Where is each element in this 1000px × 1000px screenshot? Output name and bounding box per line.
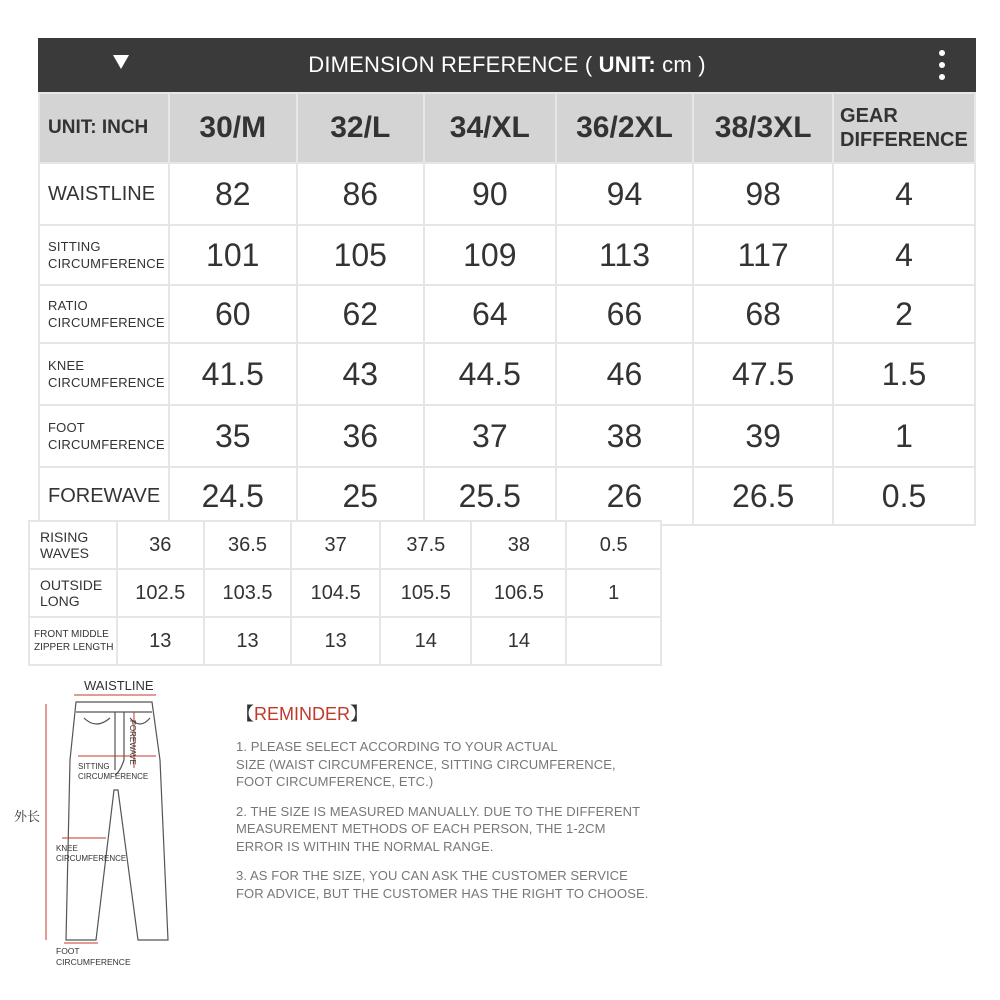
reminder-item bbox=[236, 803, 676, 856]
reminder-line: 1. PLEASE SELECT ACCORDING TO YOUR ACTUAL bbox=[236, 739, 558, 754]
triangle-down-icon[interactable] bbox=[112, 54, 130, 75]
gear-cell bbox=[567, 618, 660, 664]
gear-cell: 4 bbox=[834, 226, 974, 284]
table-cell: 37 bbox=[292, 522, 379, 568]
reminder-line: 3. AS FOR THE SIZE, YOU CAN ASK THE CUSTOMER SERVICE bbox=[236, 868, 628, 883]
table-row bbox=[30, 522, 660, 568]
knee-line1: KNEE bbox=[56, 844, 78, 853]
table-cell: 103.5 bbox=[205, 570, 290, 616]
table-cell: 68 bbox=[694, 286, 832, 342]
table-cell: 13 bbox=[205, 618, 290, 664]
table-row bbox=[40, 164, 974, 224]
reminder-line: FOOT CIRCUMFERENCE, ETC.) bbox=[236, 774, 434, 789]
row-label-line2: WAVES bbox=[40, 545, 90, 561]
table-cell: 106.5 bbox=[472, 570, 565, 616]
row-label: FOREWAVE bbox=[40, 468, 168, 524]
diagram-foot-label bbox=[56, 946, 131, 968]
gear-header-line1: GEAR bbox=[840, 105, 898, 127]
table-cell: 113 bbox=[557, 226, 693, 284]
table-cell: 102.5 bbox=[118, 570, 203, 616]
vertical-dots-icon[interactable] bbox=[938, 50, 946, 80]
row-label bbox=[40, 344, 168, 404]
table-cell: 101 bbox=[170, 226, 296, 284]
table-cell: 36 bbox=[298, 406, 424, 466]
table-cell: 105 bbox=[298, 226, 424, 284]
foot-line1: FOOT bbox=[56, 946, 80, 956]
header-bar bbox=[38, 38, 976, 92]
table-row bbox=[30, 618, 660, 664]
reminder-title bbox=[236, 700, 676, 726]
row-label-line1: OUTSIDE bbox=[40, 577, 103, 593]
table-cell: 35 bbox=[170, 406, 296, 466]
row-label: WAISTLINE bbox=[40, 164, 168, 224]
row-label-line2: CIRCUMFERENCE bbox=[48, 256, 165, 271]
reminder-section bbox=[236, 700, 676, 914]
table-row bbox=[40, 286, 974, 342]
table-cell: 38 bbox=[472, 522, 565, 568]
table-cell: 44.5 bbox=[425, 344, 555, 404]
secondary-size-table bbox=[28, 520, 662, 666]
reminder-line: 2. THE SIZE IS MEASURED MANUALLY. DUE TO THE DIFFERENT bbox=[236, 803, 641, 819]
table-cell: 24.5 bbox=[170, 468, 296, 524]
table-cell: 86 bbox=[298, 164, 424, 224]
row-label-line2: CIRCUMFERENCE bbox=[48, 315, 165, 330]
table-header-row bbox=[40, 94, 974, 162]
table-cell: 90 bbox=[425, 164, 555, 224]
table-cell: 39 bbox=[694, 406, 832, 466]
size-table bbox=[38, 92, 976, 526]
size-header: 34/XL bbox=[425, 94, 555, 162]
unit-label: UNIT: INCH bbox=[40, 94, 168, 162]
row-label-line1: RATIO bbox=[48, 298, 88, 313]
knee-line2: CIRCUMFERENCE bbox=[56, 854, 127, 863]
measurement-arrows bbox=[46, 695, 156, 943]
table-cell: 43 bbox=[298, 344, 424, 404]
table-cell: 37.5 bbox=[381, 522, 470, 568]
trousers-diagram bbox=[10, 672, 210, 982]
table-cell: 109 bbox=[425, 226, 555, 284]
gear-cell: 1.5 bbox=[834, 344, 974, 404]
table-cell: 36 bbox=[118, 522, 203, 568]
row-label bbox=[30, 618, 116, 664]
row-label-line2: ZIPPER LENGTH bbox=[34, 642, 114, 653]
diagram-knee-label bbox=[56, 844, 126, 864]
row-label bbox=[40, 226, 168, 284]
table-cell: 60 bbox=[170, 286, 296, 342]
reminder-item bbox=[236, 738, 676, 791]
reminder-line: FOR ADVICE, BUT THE CUSTOMER HAS THE RIGHT TO CHOOSE. bbox=[236, 885, 649, 901]
table-cell: 82 bbox=[170, 164, 296, 224]
reminder-line: MEASUREMENT METHODS OF EACH PERSON, THE 1-2CM bbox=[236, 821, 606, 836]
table-cell: 94 bbox=[557, 164, 693, 224]
bracket-open: 【 bbox=[236, 704, 254, 724]
bracket-close: 】 bbox=[350, 704, 369, 724]
gear-cell: 0.5 bbox=[567, 522, 660, 568]
sitting-line2: CIRCUMFERENCE bbox=[78, 772, 149, 781]
table-row bbox=[40, 344, 974, 404]
table-cell: 14 bbox=[381, 618, 470, 664]
row-label bbox=[40, 406, 168, 466]
table-cell: 14 bbox=[472, 618, 565, 664]
gear-cell: 2 bbox=[834, 286, 974, 342]
reminder-line: ERROR IS WITHIN THE NORMAL RANGE. bbox=[236, 838, 494, 854]
table-cell: 64 bbox=[425, 286, 555, 342]
table-row bbox=[40, 468, 974, 524]
table-cell: 26.5 bbox=[694, 468, 832, 524]
diagram-forewave-label: FOREWAVE bbox=[128, 720, 137, 765]
table-cell: 13 bbox=[292, 618, 379, 664]
diagram-outside-length-label: 外长 bbox=[14, 809, 41, 824]
table-cell: 38 bbox=[557, 406, 693, 466]
size-header: 36/2XL bbox=[557, 94, 693, 162]
gear-cell: 1 bbox=[834, 406, 974, 466]
row-label bbox=[30, 570, 116, 616]
table-cell: 41.5 bbox=[170, 344, 296, 404]
table-cell: 105.5 bbox=[381, 570, 470, 616]
table-row bbox=[40, 226, 974, 284]
size-header: 30/M bbox=[170, 94, 296, 162]
row-label-line1: FOOT bbox=[48, 420, 85, 435]
gear-header-line2: DIFFERENCE bbox=[840, 129, 968, 151]
reminder-line: SIZE (WAIST CIRCUMFERENCE, SITTING CIRCUMFERENCE, bbox=[236, 756, 616, 772]
table-cell: 13 bbox=[118, 618, 203, 664]
foot-line2: CIRCUMFERENCE bbox=[56, 957, 131, 967]
row-label bbox=[30, 522, 116, 568]
table-cell: 26 bbox=[557, 468, 693, 524]
sitting-line1: SITTING bbox=[78, 762, 110, 771]
table-cell: 36.5 bbox=[205, 522, 290, 568]
gear-cell: 4 bbox=[834, 164, 974, 224]
table-row bbox=[40, 406, 974, 466]
size-header: 38/3XL bbox=[694, 94, 832, 162]
table-cell: 47.5 bbox=[694, 344, 832, 404]
table-cell: 62 bbox=[298, 286, 424, 342]
reminder-item bbox=[236, 867, 676, 902]
title-unit-label: UNIT: bbox=[598, 52, 656, 77]
row-label-line1: KNEE bbox=[48, 358, 85, 373]
table-cell: 98 bbox=[694, 164, 832, 224]
page-title bbox=[308, 52, 706, 78]
table-cell: 37 bbox=[425, 406, 555, 466]
diagram-waistline-label: WAISTLINE bbox=[84, 678, 154, 693]
row-label-line2: LONG bbox=[40, 593, 80, 609]
diagram-sitting-label bbox=[78, 762, 148, 782]
table-row bbox=[30, 570, 660, 616]
table-cell: 25 bbox=[298, 468, 424, 524]
row-label-line2: CIRCUMFERENCE bbox=[48, 437, 165, 452]
row-label-line1: RISING bbox=[40, 529, 89, 545]
title-prefix: DIMENSION REFERENCE ( bbox=[308, 52, 599, 77]
gear-difference-header bbox=[834, 94, 974, 162]
table-cell: 104.5 bbox=[292, 570, 379, 616]
trousers-outline bbox=[66, 702, 168, 940]
row-label-line1: FRONT MIDDLE bbox=[34, 629, 109, 640]
title-suffix: cm ) bbox=[655, 52, 706, 77]
gear-cell: 0.5 bbox=[834, 468, 974, 524]
table-cell: 46 bbox=[557, 344, 693, 404]
table-cell: 66 bbox=[557, 286, 693, 342]
row-label-line2: CIRCUMFERENCE bbox=[48, 375, 165, 390]
table-cell: 117 bbox=[694, 226, 832, 284]
size-header: 32/L bbox=[298, 94, 424, 162]
table-cell: 25.5 bbox=[425, 468, 555, 524]
row-label-line1: SITTING bbox=[48, 239, 101, 254]
row-label bbox=[40, 286, 168, 342]
reminder-title-text: REMINDER bbox=[254, 704, 351, 724]
gear-cell: 1 bbox=[567, 570, 660, 616]
